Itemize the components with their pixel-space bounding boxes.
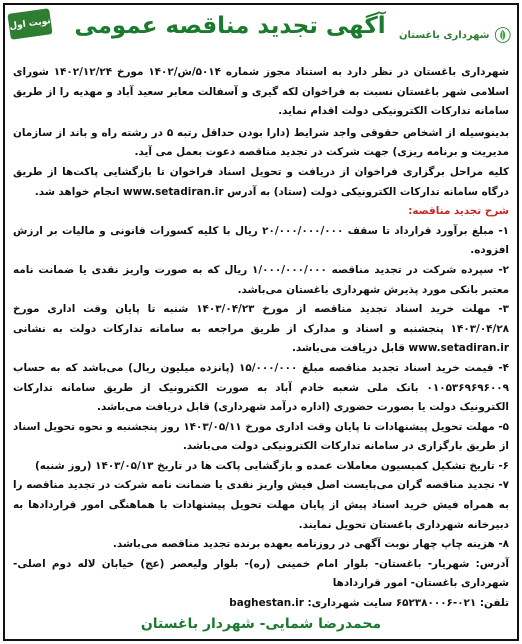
list-item: ۷- تجدید مناقصه گران می‌بایست اصل فیش واریز نقدی یا ضمانت نامه شرکت در تجدید مناقصه را به همراه فیش خرید اسناد پیش از پایان مهلت تحویل پیشنهادات با هماهنگی امور قراردادها به دبیرخانه شهرداری باغستان تحویل نمایند.	[13, 479, 509, 531]
logo-text: شهرداری باغستان	[399, 29, 490, 41]
notice-title: آگهی تجدید مناقصه عمومی	[74, 13, 386, 39]
section-title: شرح تجدید مناقصه:	[408, 205, 509, 218]
eligibility-paragraph: بدینوسیله از اشخاص حقوقی واجد شرایط (دارا بودن حداقل رتبه ۵ در رشته راه و باند از سازمان مدیریت و برنامه ریزی) جهت شرکت در تجدید مناقصه دعوت بعمل می آید.	[13, 126, 509, 159]
address-line: آدرس: شهریار- باغستان- بلوار امام خمینی (ره)- بلوار ولیعصر (عج) خیابان لاله دوم اصلی- شهرداری باغستان- امور قراردادها	[13, 557, 509, 590]
issue-badge: نوبت اول	[7, 8, 52, 40]
list-item: ۴- قیمت خرید اسناد تجدید مناقصه مبلغ ۱۵/۰۰۰/۰۰۰ (پانزده میلیون ریال) می‌باشد که به حساب ۰۱۰۵۳۶۹۶۹۶۰۰۹ بانک ملی شعبه خادم آباد به صورت الکترونیک از طریق سامانه تدارکات الکترونیک دولت یا بصورت حضوری (اداره درآمد شهرداری) قابل دریافت می‌باشد.	[13, 361, 509, 414]
intro-paragraph: شهرداری باغستان در نظر دارد به استناد مجوز شماره ۵۰۱۴/ش/۱۴۰۲ مورخ ۱۴۰۲/۱۲/۲۴ شورای اسلامی شهر باغستان نسبت به فراخوان لکه گیری و آسفالت معابر سعید آباد و مهدیه را از طریق سامانه تدارکات الکترونیکی دولت اقدام نماید.	[13, 66, 510, 118]
logo-emblem-icon	[494, 15, 511, 55]
list-item: ۵- مهلت تحویل پیشنهادات تا پایان وقت اداری مورخ ۱۴۰۳/۰۵/۱۱ روز پنجشنبه و نحوه تحویل اسناد از طریق بارگزاری در سامانه تدارکات الکترونیکی دولت می‌باشد.	[13, 420, 509, 453]
notice-header	[5, 5, 517, 63]
list-item: ۳- مهلت خرید اسناد تجدید مناقصه از مورخ ۱۴۰۳/۰۴/۲۳ شنبه تا پایان وقت اداری مورخ ۱۴۰۳/۰۴/۲۸ پنجشنبه و اسناد و مدارک از طریق مراجعه به سامانه تدارکات دولت به نشانی www.setadiran.ir قابل دریافت می‌باشد.	[13, 303, 509, 355]
municipality-logo	[399, 11, 511, 59]
notice-body	[5, 63, 517, 614]
signature-footer: محمدرضا شمایی- شهردار باغستان	[140, 616, 382, 632]
process-paragraph: کلیه مراحل برگزاری فراخوان از دریافت و تحویل اسناد فراخوان تا بازگشایی پاکت‌ها از طریق درگاه سامانه تدارکات الکترونیکی دولت (ستاد) به آدرس www.setadiran.ir انجام خواهد شد.	[13, 165, 509, 198]
website-link[interactable]: baghestan.ir	[229, 597, 304, 610]
list-item: ۸- هزینه چاپ چهار نوبت آگهی در روزنامه بعهده برنده تجدید مناقصه می‌باشد.	[112, 538, 509, 551]
notice-page	[3, 3, 519, 641]
phone-line: تلفن: ۰۲۱-۶۵۲۳۸۰۰۰۶ سایت شهرداری:	[307, 597, 509, 610]
list-item: ۱- مبلغ برآورد قرارداد تا سقف ۲۰/۰۰۰/۰۰۰/۰۰۰ ریال با کلیه کسورات قانونی و مالیات بر ارزش افزوده.	[13, 224, 509, 257]
list-item: ۶- تاریخ تشکیل کمیسیون معاملات عمده و بازگشایی پاکت ها در تاریخ ۱۴۰۳/۰۵/۱۳ (روز شنبه)	[34, 459, 509, 472]
list-item: ۲- سپرده شرکت در تجدید مناقصه ۱/۰۰۰/۰۰۰/۰۰۰ ریال که به صورت واریز نقدی یا ضمانت نامه معتبر بانکی مورد پذیرش شهرداری باغستان می‌باشد.	[13, 263, 509, 296]
